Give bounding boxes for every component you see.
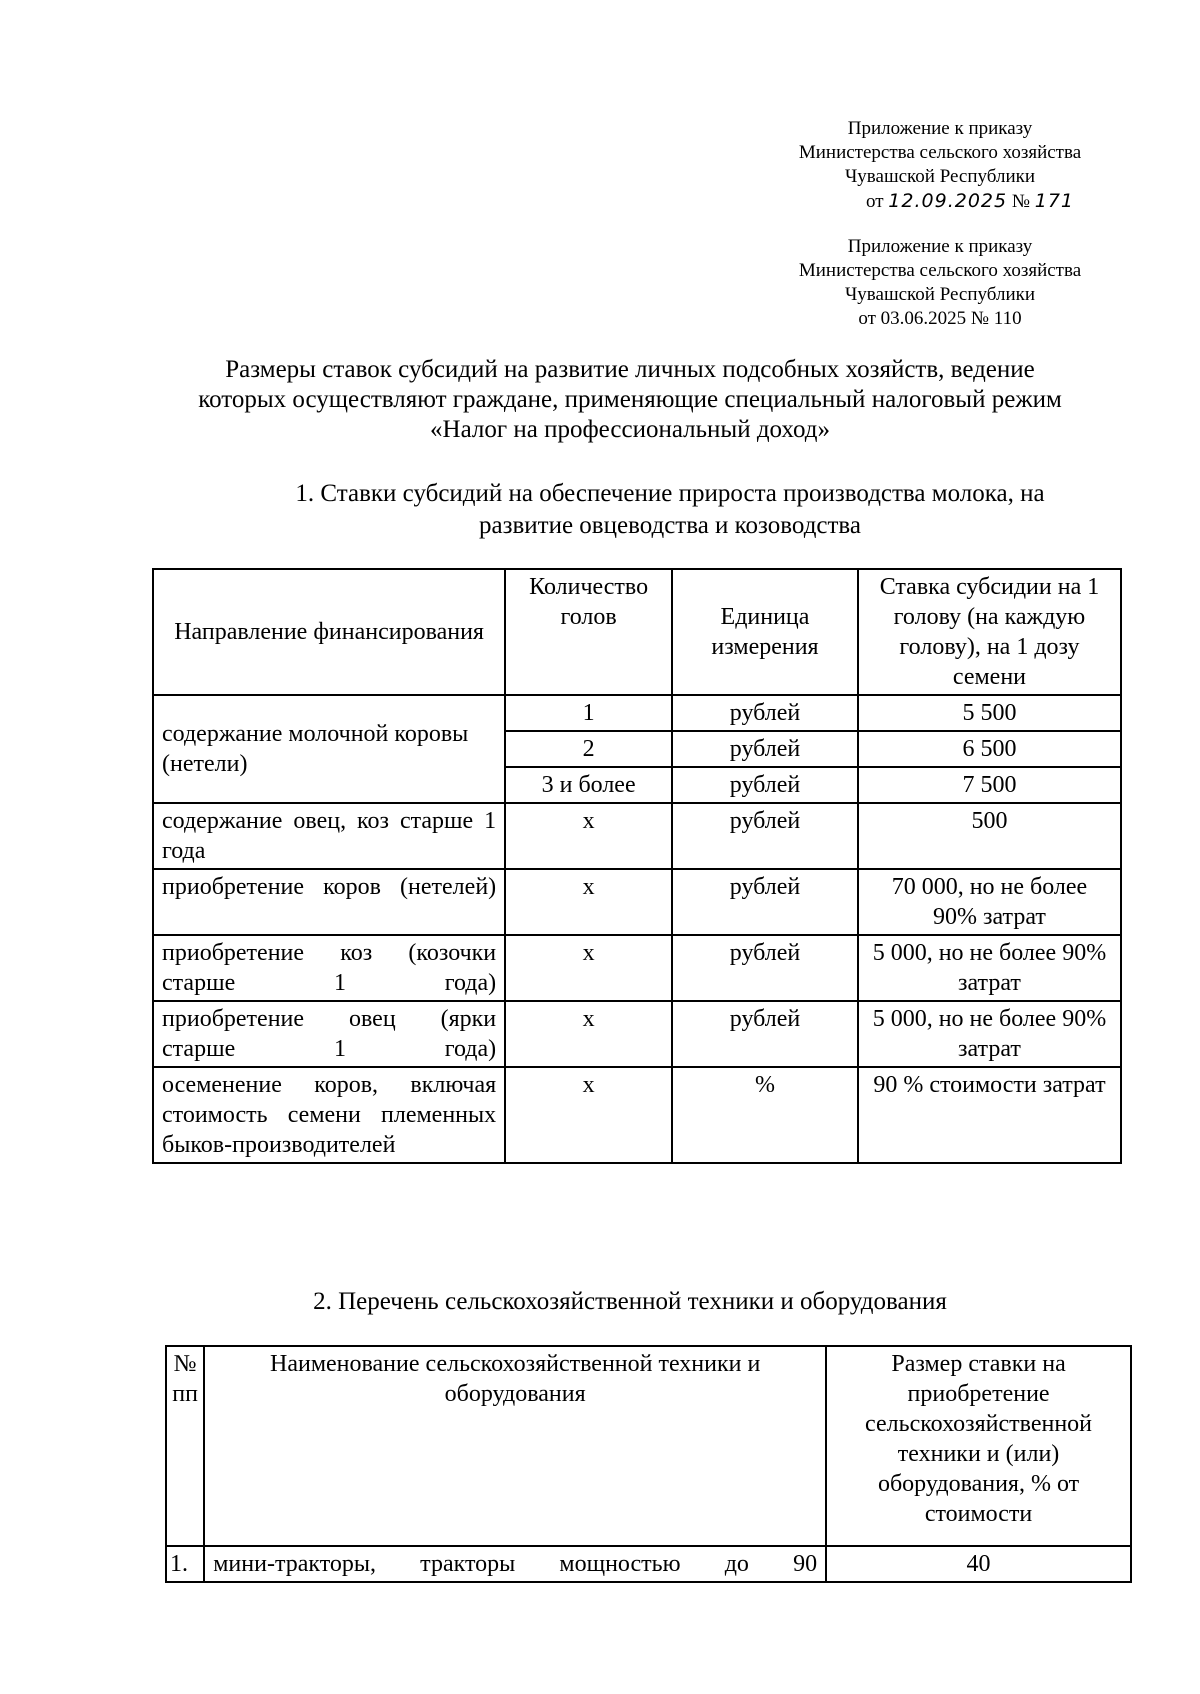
rate-cell: 40 xyxy=(826,1546,1131,1582)
header-rate: Размер ставки на приобретение сельскохозяйственной техники и (или) оборудования, % от стоимости xyxy=(826,1346,1131,1546)
direction-cell: содержание овец, коз старше 1 года xyxy=(153,803,505,869)
rate-cell: 5 500 xyxy=(858,695,1121,731)
header-rate: Ставка субсидии на 1 голову (на каждую голову), на 1 дозу семени xyxy=(858,569,1121,695)
unit-cell: рублей xyxy=(672,935,858,1001)
table-header-row xyxy=(166,1346,1131,1546)
heading-line: развитие овцеводства и козоводства xyxy=(478,512,862,539)
header-unit: Единица измерения xyxy=(672,569,858,695)
annex-line: Министерства сельского хозяйства xyxy=(798,260,1082,281)
rate-cell: 6 500 xyxy=(858,731,1121,767)
unit-cell: рублей xyxy=(672,869,858,935)
heads-cell: 3 и более xyxy=(505,767,672,803)
header-direction: Направление финансирования xyxy=(153,569,505,695)
unit-cell: рублей xyxy=(672,1001,858,1067)
title-line: «Налог на профессиональный доход» xyxy=(430,416,830,443)
annex-line: Чувашской Республики xyxy=(844,284,1036,305)
direction-cell: приобретение коров (нетелей) xyxy=(153,869,505,935)
document-title xyxy=(150,355,1110,445)
table-row xyxy=(153,695,1121,731)
dairy-direction-cell: содержание молочной коровы (нетели) xyxy=(153,695,505,803)
header-heads: Количество голов xyxy=(505,569,672,695)
annex-line: Приложение к приказу xyxy=(847,118,1033,139)
handwritten-number: 171 xyxy=(1034,190,1074,212)
table-row xyxy=(153,869,1121,935)
rate-cell: 90 % стоимости затрат xyxy=(858,1067,1121,1163)
section-1-heading xyxy=(240,478,1100,542)
direction-cell: приобретение овец (ярки старше 1 года) xyxy=(153,1001,505,1067)
rate-cell: 5 000, но не более 90% затрат xyxy=(858,935,1121,1001)
heads-cell: х xyxy=(505,1067,672,1163)
direction-cell: приобретение коз (козочки старше 1 года) xyxy=(153,935,505,1001)
number-prefix: № xyxy=(1011,191,1030,212)
annex-line: Приложение к приказу xyxy=(847,236,1033,257)
rate-cell: 5 000, но не более 90% затрат xyxy=(858,1001,1121,1067)
heads-cell: 2 xyxy=(505,731,672,767)
rate-cell: 500 xyxy=(858,803,1121,869)
header-name: Наименование сельскохозяйственной техники и оборудования xyxy=(204,1346,826,1546)
unit-cell: % xyxy=(672,1067,858,1163)
table-row xyxy=(153,1067,1121,1163)
handwritten-date: 12.09.2025 xyxy=(888,190,1008,212)
annex-current-order xyxy=(770,117,1110,214)
heading-line: 1. Ставки субсидий на обеспечение прироста производства молока, на xyxy=(295,480,1045,507)
table-row xyxy=(153,1001,1121,1067)
unit-cell: рублей xyxy=(672,695,858,731)
equipment-table xyxy=(165,1345,1132,1583)
heads-cell: х xyxy=(505,803,672,869)
rate-cell: 7 500 xyxy=(858,767,1121,803)
heads-cell: 1 xyxy=(505,695,672,731)
name-cell: мини-тракторы, тракторы мощностью до 90 xyxy=(204,1546,826,1582)
title-line: Размеры ставок субсидий на развитие личных подсобных хозяйств, ведение xyxy=(225,356,1035,383)
table-row xyxy=(166,1546,1131,1582)
table-row xyxy=(153,803,1121,869)
table-header-row xyxy=(153,569,1121,695)
annex-line: от 03.06.2025 № 110 xyxy=(858,308,1022,329)
date-prefix: от xyxy=(865,191,884,212)
heads-cell: х xyxy=(505,935,672,1001)
unit-cell: рублей xyxy=(672,767,858,803)
title-line: которых осуществляют граждане, применяющие специальный налоговый режим xyxy=(198,386,1062,413)
heads-cell: х xyxy=(505,1001,672,1067)
annex-line: Чувашской Республики xyxy=(844,166,1036,187)
annex-previous-order xyxy=(770,235,1110,331)
section-2-heading: 2. Перечень сельскохозяйственной техники и оборудования xyxy=(313,1288,947,1315)
table-row xyxy=(153,935,1121,1001)
heads-cell: х xyxy=(505,869,672,935)
unit-cell: рублей xyxy=(672,731,858,767)
annex-date-line xyxy=(770,189,1110,214)
header-num: № пп xyxy=(166,1346,204,1546)
unit-cell: рублей xyxy=(672,803,858,869)
num-cell: 1. xyxy=(166,1546,204,1582)
annex-line: Министерства сельского хозяйства xyxy=(798,142,1082,163)
direction-cell: осеменение коров, включая стоимость семени племенных быков-производителей xyxy=(153,1067,505,1163)
subsidy-rates-table xyxy=(152,568,1122,1164)
rate-cell: 70 000, но не более 90% затрат xyxy=(858,869,1121,935)
